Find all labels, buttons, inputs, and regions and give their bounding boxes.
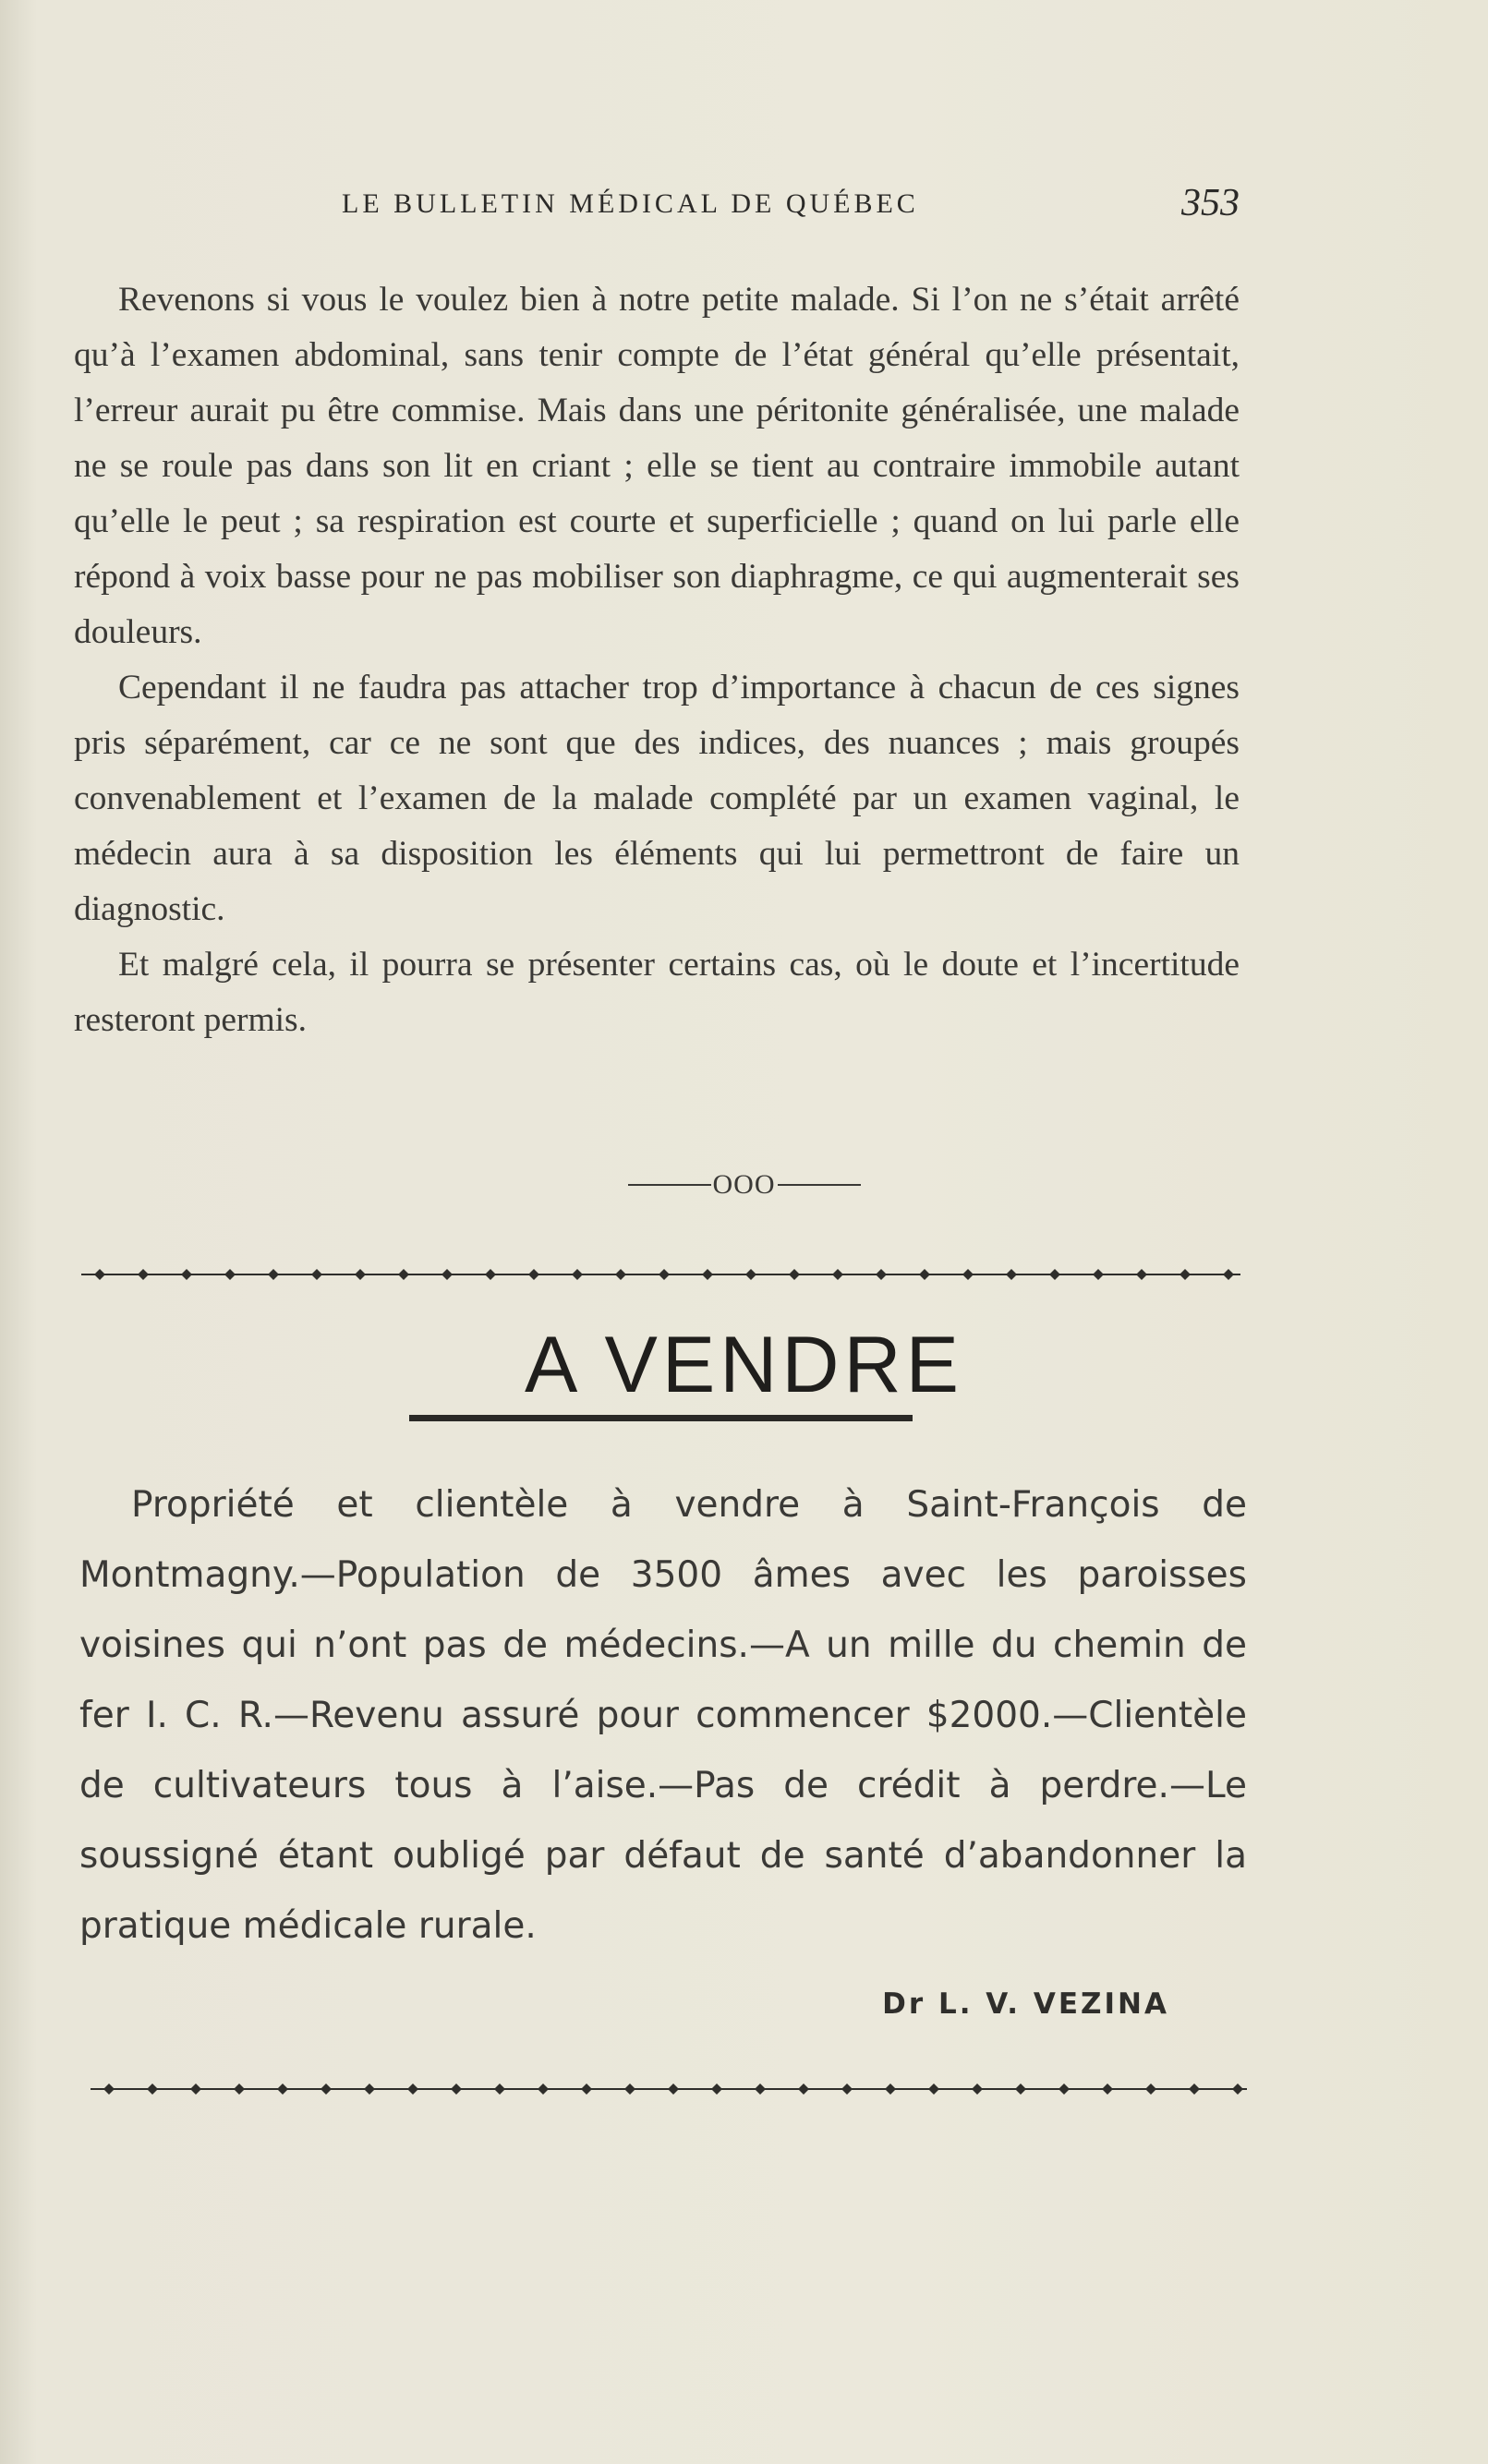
ornament-diamond [181, 1269, 192, 1280]
ornament-diamond [190, 2084, 201, 2095]
ornament-diamond [138, 1269, 149, 1280]
ornament-diamond [321, 2084, 332, 2095]
advertisement-signature: Dr L. V. VEZINA [882, 1987, 1169, 2021]
ornament-diamond [745, 1269, 756, 1280]
advertisement-paragraph: Propriété et clientèle à vendre à Saint-François de Montmagny.—Population de 3500 âmes avec les paroisses voisines qui n’ont pas de médecins.—A un mille du chemin de fer I. C. R.—Revenu assuré pour commencer $2000.—Clientèle de cultivateurs tous à l’aise.—Pas de crédit à perdre.—Le soussigné étant oubligé par défaut de santé d’abandonner la pratique médicale rurale. [79, 1484, 1247, 1947]
article-body [74, 272, 1240, 1048]
ornament-diamond [668, 2084, 679, 2095]
ornament-diamond [919, 1269, 930, 1280]
ornament-diamond [972, 2084, 983, 2095]
advertisement-title-wrap [0, 1321, 1488, 1409]
ornament-diamond [1223, 1269, 1234, 1280]
ornament-diamond [528, 1269, 539, 1280]
ornament-diamond [1136, 1269, 1147, 1280]
title-underline [409, 1415, 913, 1421]
article-paragraph-3: Et malgré cela, il pourra se présenter certains cas, où le doute et l’incertitude resteront permis. [74, 946, 1240, 1039]
ornament-diamond [755, 2084, 766, 2095]
ornament-diamond [494, 2084, 505, 2095]
ornament-diamond [581, 2084, 592, 2095]
ornament-diamond [224, 1269, 236, 1280]
diamond-divider-bottom [0, 2080, 1488, 2098]
ornament-diamond [1189, 2084, 1200, 2095]
ornament-diamond [1180, 1269, 1191, 1280]
diamond-divider-top [0, 1265, 1488, 1284]
ornament-diamond [885, 2084, 896, 2095]
ornament-diamond [1145, 2084, 1156, 2095]
ornament-diamond [789, 1269, 800, 1280]
ornament-diamond [962, 1269, 974, 1280]
ornament-diamond [928, 2084, 939, 2095]
ornament-diamond [268, 1269, 279, 1280]
ornament-diamond [841, 2084, 853, 2095]
ornament-rule-left [628, 1184, 711, 1186]
ornament-diamond [1059, 2084, 1070, 2095]
ornament-diamond [1015, 2084, 1026, 2095]
ornament-diamond [234, 2084, 245, 2095]
ornament-diamond [1006, 1269, 1017, 1280]
ornament-diamond [876, 1269, 887, 1280]
ornament-diamond [451, 2084, 462, 2095]
article-paragraph-2: Cependant il ne faudra pas attacher trop d’importance à chacun de ces signes pris séparément, car ce ne sont que des indices, des nuances ; mais groupés convenablement et l’examen de la malade complété par un examen vaginal, le médecin aura à sa disposition les éléments qui lui permettront de faire un diagnostic. [74, 669, 1240, 928]
ornament-diamond [364, 2084, 375, 2095]
ornament-diamond [1102, 2084, 1113, 2095]
running-header [74, 181, 1240, 227]
ornament-diamond [103, 2084, 115, 2095]
article-paragraph-1: Revenons si vous le voulez bien à notre petite malade. Si l’on ne s’était arrêté qu’à l’examen abdominal, sans tenir compte de l’état général qu’elle présentait, l’erreur aurait pu être commise. Mais dans une péritonite généralisée, une malade ne se roule pas dans son lit en criant ; elle se tient au contraire immobile autant qu’elle le peut ; sa respiration est courte et superficielle ; quand on lui parle elle répond à voix basse pour ne pas mobiliser son diaphragme, ce qui augmenterait ses douleurs. [74, 281, 1240, 651]
journal-title: LE BULLETIN MÉDICAL DE QUÉBEC [342, 188, 919, 219]
ornament-diamond [1049, 1269, 1060, 1280]
ornament-diamond [624, 2084, 635, 2095]
ornament-diamond [659, 1269, 670, 1280]
ornament-diamond [711, 2084, 722, 2095]
ornament-diamond [538, 2084, 549, 2095]
ornament-diamond [277, 2084, 288, 2095]
section-ornament [0, 1167, 1488, 1201]
ornament-diamond [407, 2084, 418, 2095]
ornament-diamond [311, 1269, 322, 1280]
ornament-diamond [147, 2084, 158, 2095]
ornament-diamond [355, 1269, 366, 1280]
advertisement-body [79, 1470, 1247, 1962]
ornament-diamond [94, 1269, 105, 1280]
ornament-diamond [442, 1269, 453, 1280]
ornament-diamond [832, 1269, 843, 1280]
ornament-diamond [398, 1269, 409, 1280]
ornament-diamond [572, 1269, 583, 1280]
ornament-diamond [798, 2084, 809, 2095]
ornament-diamond [615, 1269, 626, 1280]
page-number: 353 [1181, 182, 1240, 224]
ornament-diamond [702, 1269, 713, 1280]
ornament-diamond [1232, 2084, 1243, 2095]
ornament-rule-right [778, 1184, 861, 1186]
ornament-diamond [1093, 1269, 1104, 1280]
advertisement-title: A VENDRE [525, 1321, 963, 1409]
ornament-circles: OOO [712, 1169, 776, 1201]
ornament-diamond [485, 1269, 496, 1280]
